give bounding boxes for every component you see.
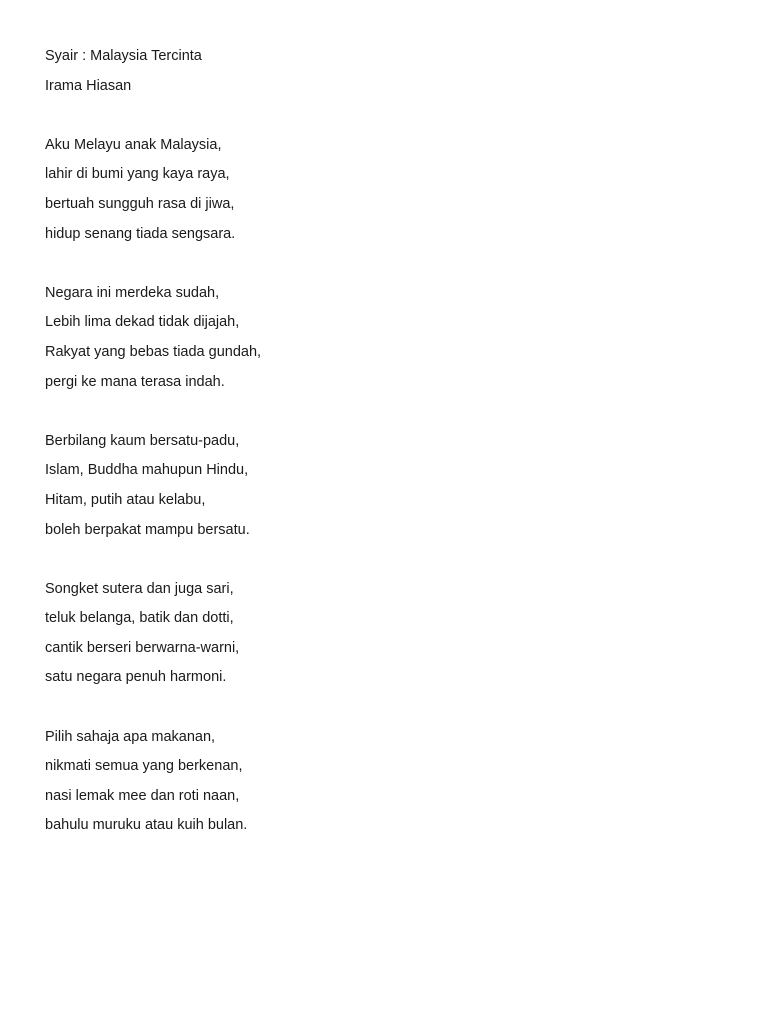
- verse-line: cantik berseri berwarna-warni,: [45, 639, 240, 656]
- verse-line: Negara ini merdeka sudah,: [45, 284, 220, 301]
- stanza-3: [45, 427, 725, 545]
- verse-line: satu negara penuh harmoni.: [45, 669, 227, 686]
- document-page: [45, 42, 725, 841]
- verse-line: teluk belanga, batik dan dotti,: [45, 610, 234, 627]
- stanza-4: [45, 575, 725, 693]
- verse-line: Hitam, putih atau kelabu,: [45, 491, 206, 508]
- verse-line: Islam, Buddha mahupun Hindu,: [45, 462, 249, 479]
- spacer: [45, 397, 725, 427]
- verse-line: Pilih sahaja apa makanan,: [45, 728, 216, 745]
- spacer: [45, 101, 725, 131]
- verse-line: Rakyat yang bebas tiada gundah,: [45, 343, 262, 360]
- stanza-5: [45, 723, 725, 841]
- spacer: [45, 545, 725, 575]
- verse-line: pergi ke mana terasa indah.: [45, 373, 225, 390]
- poem-subtitle: Irama Hiasan: [45, 77, 132, 94]
- verse-line: Lebih lima dekad tidak dijajah,: [45, 314, 240, 331]
- verse-line: Berbilang kaum bersatu-padu,: [45, 432, 240, 449]
- stanza-1: [45, 131, 725, 249]
- poem-title: Syair : Malaysia Tercinta: [45, 48, 202, 64]
- verse-line: lahir di bumi yang kaya raya,: [45, 166, 230, 183]
- verse-line: nikmati semua yang berkenan,: [45, 758, 243, 775]
- verse-line: hidup senang tiada sengsara.: [45, 225, 236, 242]
- verse-line: boleh berpakat mampu bersatu.: [45, 521, 250, 538]
- verse-line: nasi lemak mee dan roti naan,: [45, 787, 240, 804]
- spacer: [45, 249, 725, 279]
- verse-line: bertuah sungguh rasa di jiwa,: [45, 195, 235, 212]
- stanza-2: [45, 279, 725, 397]
- verse-line: Aku Melayu anak Malaysia,: [45, 136, 222, 153]
- poem-heading: [45, 42, 725, 101]
- verse-line: bahulu muruku atau kuih bulan.: [45, 817, 248, 834]
- verse-line: Songket sutera dan juga sari,: [45, 580, 234, 597]
- spacer: [45, 693, 725, 723]
